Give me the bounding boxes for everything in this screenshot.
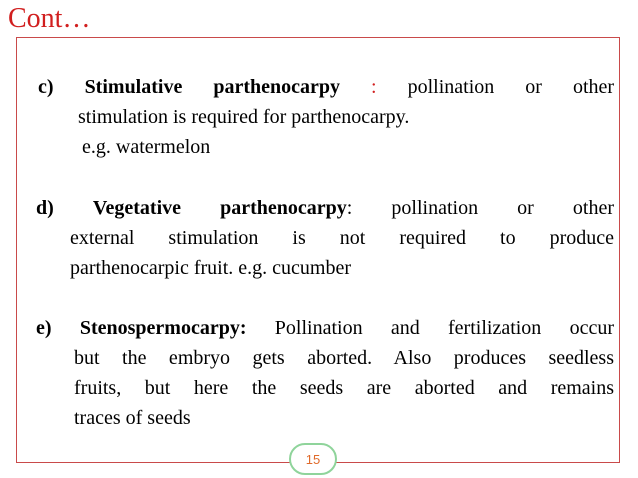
item-e-line-3: fruits, but here the seeds are aborted and remains: [74, 377, 614, 399]
page-number: 15: [305, 451, 321, 467]
item-d-line-1: [36, 194, 614, 222]
item-d-line-2: external stimulation is not required to produce: [70, 227, 614, 249]
item-c-line1-text: pollination or other: [407, 76, 615, 98]
slide-title: Cont…: [8, 3, 91, 34]
item-e-marker: e): [36, 317, 52, 339]
item-d-line1-text: : pollination or other: [346, 197, 614, 219]
item-e-term: Stenospermocarpy:: [79, 317, 247, 339]
item-c-term: Stimulative parthenocarpy: [84, 76, 341, 98]
item-c-line-2: stimulation is required for parthenocarpy.: [78, 106, 410, 128]
item-e-line-2: but the embryo gets aborted. Also produces seedless: [74, 347, 614, 369]
item-c-line-1: [38, 73, 614, 101]
item-e-line-1: [36, 314, 614, 342]
item-d-term: Vegetative parthenocarpy: [92, 197, 347, 219]
item-c-example: e.g. watermelon: [82, 136, 211, 158]
item-c-marker: c): [38, 76, 54, 98]
item-e-line1-text: Pollination and fertilization occur: [274, 317, 615, 339]
item-d-line-3: parthenocarpic fruit. e.g. cucumber: [70, 257, 351, 279]
item-c-colon: :: [371, 76, 377, 98]
page-number-badge: [289, 443, 337, 475]
item-e-line-4: traces of seeds: [74, 407, 191, 429]
item-d-marker: d): [36, 197, 54, 219]
